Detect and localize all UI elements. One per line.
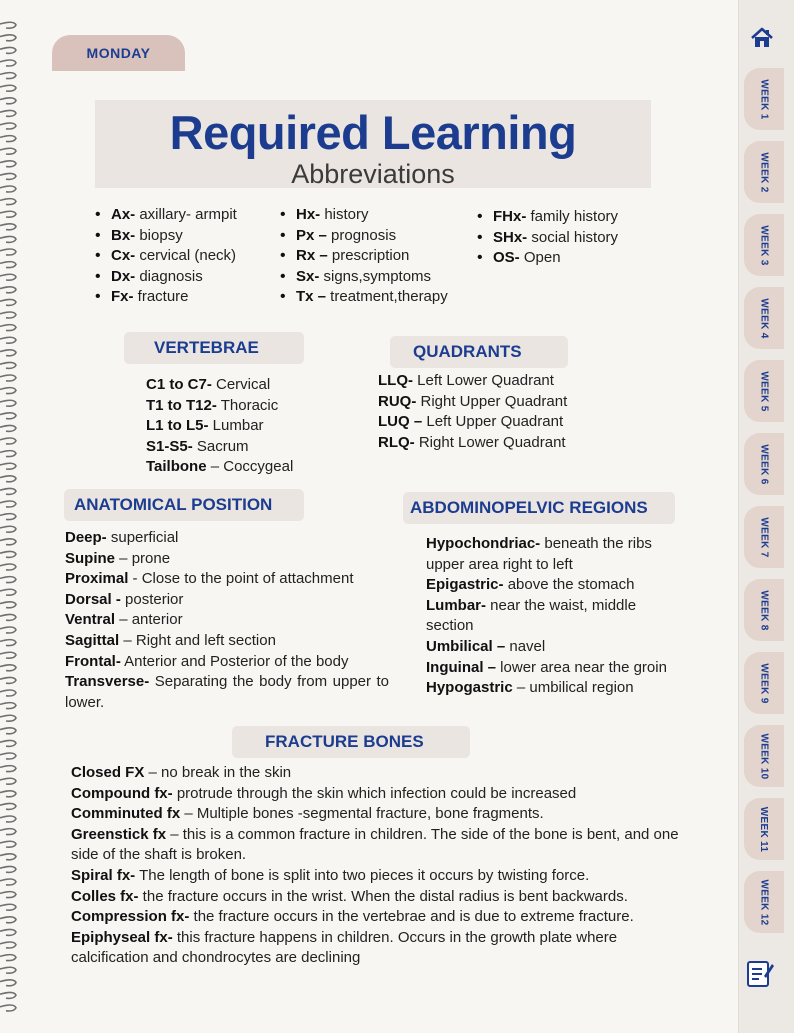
vertebrae-item (146, 416, 293, 437)
term: Fx- (111, 288, 134, 305)
abbreviation-item (93, 267, 237, 288)
term: Ax- (111, 206, 136, 223)
anatomical-item (65, 652, 389, 673)
term: Greenstick fx (71, 825, 167, 843)
anatomical-item (65, 549, 389, 570)
spiral-ring (0, 703, 16, 709)
spiral-ring (0, 312, 16, 318)
abbreviation-list-2 (278, 205, 448, 308)
tab-label: WEEK 11 (758, 806, 770, 852)
abdominopelvic-heading (403, 492, 675, 524)
spiral-ring (0, 274, 16, 280)
abbreviation-list-3 (475, 207, 618, 269)
spiral-ring (0, 136, 16, 142)
tab-week-5[interactable] (744, 360, 784, 422)
definition: Right Lower Quadrant (414, 433, 566, 451)
term: Ventral (65, 611, 116, 629)
definition: Left Lower Quadrant (413, 372, 554, 389)
tab-label: WEEK 7 (758, 516, 770, 558)
spiral-ring (0, 866, 16, 872)
spiral-ring (0, 98, 16, 104)
term: T1 to T12- (146, 396, 217, 414)
term: Umbilical – (426, 637, 506, 655)
spiral-ring (0, 539, 16, 545)
abdominopelvic-item (426, 637, 716, 658)
definition: protrude through the skin which infection could be increased (172, 784, 577, 802)
tab-label: WEEK 3 (758, 224, 770, 266)
term: Transverse- (65, 673, 150, 691)
term: OS- (493, 249, 520, 266)
spiral-ring (0, 778, 16, 784)
spiral-ring (0, 463, 16, 469)
abdominopelvic-item (426, 534, 691, 575)
term: Epiphyseal fx- (71, 928, 173, 946)
definition: social history (527, 228, 619, 246)
term: Tx – (296, 288, 327, 305)
spiral-ring (0, 451, 16, 457)
spiral-ring (0, 841, 16, 847)
definition: – no break in the skin (144, 764, 292, 781)
term: Dx- (111, 267, 136, 285)
spiral-ring (0, 325, 16, 331)
spiral-ring (0, 514, 16, 520)
abdominopelvic-item (426, 596, 676, 637)
spiral-ring (0, 640, 16, 646)
spiral-ring (0, 249, 16, 255)
quadrants-heading-text: QUADRANTS (413, 342, 522, 361)
vertebrae-heading (124, 332, 304, 364)
term: Epigastric- (426, 576, 504, 594)
tab-week-10[interactable] (744, 725, 784, 787)
term: Proximal (65, 570, 129, 588)
definition: Open (519, 249, 561, 266)
abbreviation-item (475, 207, 618, 228)
definition: lower area near the groin (496, 658, 667, 676)
term: Inguinal – (426, 658, 497, 676)
term: Compound fx- (71, 784, 173, 802)
spiral-ring (0, 388, 16, 394)
term: Comminuted fx (71, 805, 181, 823)
abbreviation-item (475, 248, 618, 269)
tab-week-12[interactable] (744, 871, 784, 933)
spiral-ring (0, 929, 16, 935)
spiral-ring (0, 413, 16, 419)
definition: posterior (120, 590, 184, 608)
quadrants-item (378, 392, 567, 413)
spiral-ring (0, 526, 16, 532)
definition: – prone (115, 549, 171, 567)
tab-label: WEEK 8 (758, 589, 770, 631)
anatomical-item (65, 610, 389, 631)
spiral-ring (0, 917, 16, 923)
spiral-ring (0, 753, 16, 759)
spiral-ring (0, 47, 16, 53)
abbreviation-list-1 (93, 205, 237, 308)
term: SHx- (493, 228, 528, 246)
fracture-item (71, 887, 711, 908)
tab-week-6[interactable] (744, 433, 784, 495)
vertebrae-item (146, 437, 293, 458)
abbreviation-item (278, 287, 448, 308)
term: Hx- (296, 206, 321, 223)
spiral-ring (0, 728, 16, 734)
spiral-ring (0, 350, 16, 356)
home-icon[interactable] (750, 26, 774, 50)
definition: biopsy (135, 226, 183, 244)
fracture-item (71, 784, 711, 805)
spiral-ring (0, 1005, 16, 1011)
spiral-ring (0, 337, 16, 343)
fracture-item (71, 825, 696, 866)
spiral-ring (0, 564, 16, 570)
tab-label: WEEK 1 (758, 78, 770, 120)
term: LUQ – (378, 413, 423, 431)
definition: prescription (327, 247, 410, 264)
definition: treatment,therapy (326, 288, 448, 305)
definition: Cervical (211, 376, 271, 393)
spiral-ring (0, 236, 16, 242)
anatomical-heading (64, 489, 304, 521)
term: Closed FX (71, 764, 145, 781)
spiral-ring (0, 287, 16, 293)
fracture-heading-text: FRACTURE BONES (265, 732, 424, 751)
definition: above the stomach (503, 576, 635, 594)
spiral-ring (0, 715, 16, 721)
spiral-ring (0, 614, 16, 620)
definition: Thoracic (216, 396, 279, 414)
definition: Anterior and Posterior of the body (120, 652, 349, 670)
spiral-ring (0, 161, 16, 167)
term: S1-S5- (146, 437, 193, 455)
spiral-ring (0, 110, 16, 116)
definition: family history (526, 208, 619, 225)
definition: diagnosis (135, 267, 203, 285)
definition: navel (505, 637, 546, 655)
term: L1 to L5- (146, 417, 209, 435)
spiral-ring (0, 992, 16, 998)
tab-week-2[interactable] (744, 141, 784, 203)
definition: fracture (133, 288, 189, 305)
spiral-ring (0, 173, 16, 179)
spiral-ring (0, 438, 16, 444)
term: Sx- (296, 267, 320, 285)
definition: axillary- armpit (135, 206, 237, 223)
spiral-ring (0, 85, 16, 91)
spiral-ring (0, 148, 16, 154)
fracture-item (71, 804, 711, 825)
vertebrae-item (146, 396, 293, 417)
spiral-ring (0, 816, 16, 822)
spiral-ring (0, 476, 16, 482)
day-tab[interactable]: MONDAY (52, 35, 185, 71)
definition: this fracture happens in children. Occurs in the growth plate where calcification and chondrocytes are declining (71, 928, 618, 967)
term: Dorsal - (65, 590, 121, 608)
vertebrae-item (146, 457, 293, 478)
term: RLQ- (378, 433, 415, 451)
spiral-ring (0, 362, 16, 368)
spiral-ring (0, 224, 16, 230)
term: Hypogastric (426, 679, 513, 697)
page-subtitle: Abbreviations (291, 159, 455, 189)
spiral-ring (0, 299, 16, 305)
term: C1 to C7- (146, 376, 212, 393)
tab-label: WEEK 10 (758, 732, 770, 780)
spiral-ring (0, 375, 16, 381)
term: Tailbone (146, 458, 207, 476)
spiral-ring (0, 602, 16, 608)
spiral-ring (0, 652, 16, 658)
spiral-ring (0, 892, 16, 898)
spiral-ring (0, 501, 16, 507)
definition: Sacrum (192, 437, 249, 455)
spiral-ring (0, 690, 16, 696)
quadrants-item (378, 433, 567, 454)
spiral-ring (0, 791, 16, 797)
spiral-ring (0, 211, 16, 217)
spiral-ring (0, 577, 16, 583)
term: Bx- (111, 226, 136, 244)
spiral-ring (0, 665, 16, 671)
tab-week-11[interactable] (744, 798, 784, 860)
abdominopelvic-list (426, 534, 716, 699)
definition: prognosis (326, 226, 397, 244)
notes-icon[interactable] (746, 958, 774, 988)
definition: beneath the ribs upper area right to left (426, 535, 652, 573)
fracture-list (71, 763, 711, 969)
quadrants-heading (390, 336, 568, 368)
title-box (95, 100, 651, 188)
term: Hypochondriac- (426, 535, 541, 552)
tab-label: WEEK 12 (758, 878, 770, 926)
abdominopelvic-item (426, 658, 716, 679)
quadrants-item (378, 412, 567, 433)
definition: Right Upper Quadrant (416, 392, 568, 410)
fracture-item (71, 866, 711, 887)
spiral-rings (0, 14, 22, 1024)
definition: signs,symptoms (319, 267, 432, 285)
term: Cx- (111, 247, 136, 264)
tab-week-1[interactable] (744, 68, 784, 130)
term: Compression fx- (71, 908, 190, 926)
term: RUQ- (378, 392, 417, 410)
tab-week-9[interactable] (744, 652, 784, 714)
abdominopelvic-item (426, 575, 716, 596)
definition: – Right and left section (119, 631, 276, 649)
term: Rx – (296, 247, 328, 264)
abbreviation-item (93, 246, 237, 267)
term: FHx- (493, 208, 527, 225)
definition: the fracture occurs in the vertebrae and is due to extreme fracture. (189, 908, 634, 926)
tab-label: WEEK 5 (758, 370, 770, 412)
term: Px – (296, 226, 327, 244)
spiral-ring (0, 186, 16, 192)
abbreviation-item (278, 246, 448, 267)
abbreviation-item (475, 228, 618, 249)
term: Colles fx- (71, 887, 139, 905)
spiral-ring (0, 955, 16, 961)
tab-label: WEEK 9 (758, 662, 770, 704)
spiral-binding (0, 14, 22, 1024)
abbreviation-item (278, 226, 448, 247)
fracture-heading (232, 726, 470, 758)
spiral-ring (0, 22, 16, 28)
spiral-ring (0, 35, 16, 41)
tab-week-3[interactable] (744, 214, 784, 276)
anatomical-item (65, 672, 389, 713)
spiral-ring (0, 400, 16, 406)
definition: – umbilical region (512, 679, 634, 697)
definition: Separating the body from upper to lower. (65, 673, 389, 711)
definition: – Multiple bones -segmental fracture, bone fragments. (180, 805, 544, 823)
term: Sagittal (65, 631, 120, 649)
spiral-ring (0, 854, 16, 860)
vertebrae-list (146, 375, 293, 478)
vertebrae-heading-text: VERTEBRAE (154, 338, 259, 357)
abbreviation-item (278, 267, 448, 288)
tab-label: WEEK 4 (758, 297, 770, 339)
spiral-ring (0, 829, 16, 835)
term: Supine (65, 549, 116, 567)
anatomical-item (65, 590, 389, 611)
quadrants-item (378, 371, 567, 392)
tab-label: WEEK 2 (758, 151, 770, 193)
spiral-ring (0, 73, 16, 79)
fracture-item (71, 907, 651, 928)
definition: superficial (106, 529, 179, 546)
spiral-ring (0, 967, 16, 973)
spiral-ring (0, 677, 16, 683)
definition: Lumbar (208, 417, 264, 435)
anatomical-item (65, 631, 389, 652)
term: Lumbar- (426, 596, 486, 614)
spiral-ring (0, 425, 16, 431)
fracture-item (71, 928, 696, 969)
term: Spiral fx- (71, 866, 136, 884)
abdominopelvic-heading-text: ABDOMINOPELVIC REGIONS (410, 498, 648, 517)
anatomical-heading-text: ANATOMICAL POSITION (74, 495, 273, 514)
spiral-ring (0, 942, 16, 948)
tab-label: WEEK 6 (758, 443, 770, 485)
page-title: Required Learning (169, 106, 577, 159)
definition: history (320, 206, 369, 223)
spiral-ring (0, 589, 16, 595)
definition: – Coccygeal (206, 458, 294, 476)
spiral-ring (0, 488, 16, 494)
tab-week-4[interactable] (744, 287, 784, 349)
definition: The length of bone is split into two pieces it occurs by twisting force. (135, 866, 590, 884)
anatomical-list (65, 528, 389, 713)
abbreviation-item (93, 226, 237, 247)
abdominopelvic-item (426, 678, 716, 699)
spiral-ring (0, 879, 16, 885)
definition: cervical (neck) (135, 247, 237, 264)
spiral-ring (0, 980, 16, 986)
term: LLQ- (378, 372, 413, 389)
spiral-ring (0, 904, 16, 910)
quadrants-list (378, 371, 567, 453)
abbreviation-item (278, 205, 448, 226)
spiral-ring (0, 551, 16, 557)
spiral-ring (0, 123, 16, 129)
definition: near the waist, middle section (426, 596, 637, 635)
definition: – anterior (115, 611, 183, 629)
vertebrae-item (146, 375, 293, 396)
fracture-item (71, 763, 711, 784)
definition: – this is a common fracture in children. The side of the bone is bent, and one side of the shaft is broken. (71, 825, 679, 864)
spiral-ring (0, 60, 16, 66)
spiral-ring (0, 627, 16, 633)
spiral-ring (0, 766, 16, 772)
anatomical-item (65, 569, 389, 590)
definition: the fracture occurs in the wrist. When the distal radius is bent backwards. (138, 887, 628, 905)
tab-week-8[interactable] (744, 579, 784, 641)
abbreviation-item (93, 287, 237, 308)
term: Deep- (65, 529, 107, 546)
spiral-ring (0, 199, 16, 205)
spiral-ring (0, 740, 16, 746)
anatomical-item (65, 528, 389, 549)
term: Frontal- (65, 652, 121, 670)
spiral-ring (0, 262, 16, 268)
definition: Left Upper Quadrant (422, 413, 564, 431)
definition: - Close to the point of attachment (128, 570, 354, 588)
spiral-ring (0, 803, 16, 809)
tab-week-7[interactable] (744, 506, 784, 568)
abbreviation-item (93, 205, 237, 226)
